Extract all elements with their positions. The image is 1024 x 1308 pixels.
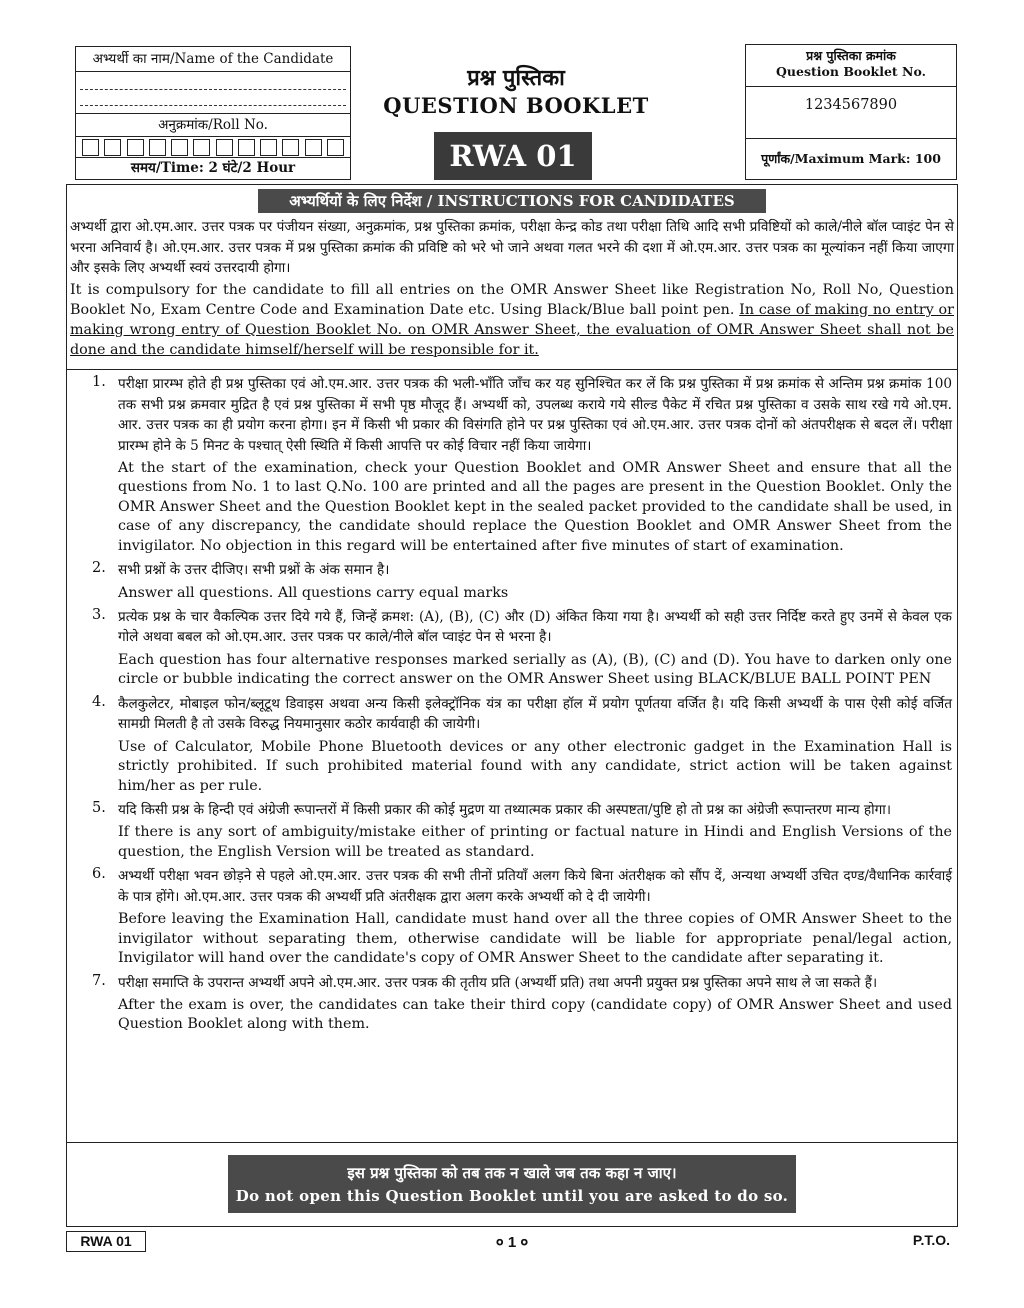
roll-digit-box[interactable] [82,139,99,156]
booklet-number-label-hindi: प्रश्न पुस्तिका क्रमांक [806,48,896,63]
item-text-hindi: परीक्षा प्रारम्भ होते ही प्रश्न पुस्तिका एवं ओ.एम.आर. उत्तर पत्रक की भली-भाँति जाँच कर यह सुनिश्चित कर लें कि प्रश्न पुस्तिका में प्रश्न क्रमांक से अन्तिम प्रश्न क्रमांक 100 तक सभी प्रश्न क्रमवार मुद्रित है एवं प्रश्न पुस्तिका में सभी पृष्ठ मौजूद हैं। अभ्यर्थी को, उपलब्ध कराये गये सील्ड पैकेट में रचित प्रश्न पुस्तिका व उसके साथ रखे गये ओ.एम. आर. उत्तर पत्रक का ही प्रयोग करना होगा। इन में किसी भी प्रकार की विसंगति होने पर प्रश्न पुस्तिका एवं ओ.एम.आर. उत्तर पत्रक दोनों को अंतपरीक्षक से बदल लें। परीक्षा प्रारम्भ होने के 5 मिनट के पश्चात् ऐसी स्थिति में किसी आपत्ति पर कोई विचार नहीं किया जायेगा। [118,376,952,454]
notice-english: Do not open this Question Booklet until you are asked to do so. [235,1187,789,1205]
instructions-title: अभ्यर्थियों के लिए निर्देश / INSTRUCTIONS FOR CANDIDATES [258,189,766,213]
item-number: 6. [92,866,106,883]
item-number: 1. [92,374,106,390]
item-text-hindi: कैलकुलेटर, मोबाइल फोन/ब्लूटूथ डिवाइस अथवा अन्य किसी इलेक्ट्रॉनिक यंत्र का परीक्षा हॉल में प्रयोग पूर्णतया वर्जित है। यदि किसी अभ्यर्थी के पास ऐसी कोई वर्जित सामग्री मिलती है तो उसके विरुद्ध नियमानुसार कठोर कार्यवाही की जायेगी। [118,695,952,733]
item-text-hindi: प्रत्येक प्रश्न के चार वैकल्पिक उत्तर दिये गये हैं, जिन्हें क्रमश: (A), (B), (C) और (D) अंकित किया गया है। अभ्यर्थी को सही उत्तर निर्दिष्ट करते हुए उनमें से केवल एक गोले अथवा बबल को ओ.एम.आर. उत्तर पत्रक पर काले/नीले बॉल प्वाइंट पेन से भरना है। [118,608,952,646]
instructions-intro [70,217,954,361]
roll-digit-box[interactable] [127,139,144,156]
booklet-number-box [745,44,957,180]
item-number: 3. [92,606,106,623]
divider-bottom [66,1142,958,1143]
roll-digit-box[interactable] [260,139,277,156]
do-not-open-notice [228,1155,796,1213]
roll-digit-box[interactable] [104,139,121,156]
candidate-info-box [75,46,351,180]
item-text-hindi: यदि किसी प्रश्न के हिन्दी एवं अंग्रेजी रूपान्तरों में किसी प्रकार की कोई मुद्रण या तथ्यात्मक प्रकार की अस्पष्टता/पुष्टि हो तो प्रश्न का अंग्रेजी रूपान्तरण मान्य होगा। [118,801,891,818]
roll-no-label: अनुक्रमांक/Roll No. [76,113,350,137]
list-item [90,694,952,796]
roll-digit-box[interactable] [171,139,188,156]
list-item [90,973,952,1035]
item-text-english: Use of Calculator, Mobile Phone Bluetooth devices or any other electronic gadget in the Examination Hall is strictly prohibited. If such prohibited material found with any candidate, strict action will be taken against him/her as per rule. [118,738,952,794]
item-text-english: After the exam is over, the candidates can take their third copy (candidate copy) of OMR Answer Sheet and used Question Booklet along with them. [118,997,952,1033]
booklet-title-hindi: प्रश्न पुस्तिका [467,65,565,91]
roll-digit-box[interactable] [305,139,322,156]
page-number: ० 1 ० [495,1234,529,1251]
item-text-english: Before leaving the Examination Hall, candidate must hand over all the three copies of OMR Answer Sheet to the invigilator without separating them, otherwise candidate will be liable for appropriate penal/legal action, Invigilator will hand over the candidate's copy of OMR Answer Sheet to the candidate after separating it. [118,911,952,967]
divider [66,369,958,370]
item-text-hindi: अभ्यर्थी परीक्षा भवन छोड़ने से पहले ओ.एम.आर. उत्तर पत्रक की सभी तीनों प्रतियाँ अलग किये बिना अंतरीक्षक को सौंप दें, अन्यथा अभ्यर्थी उचित दण्ड/वैधानिक कार्रवाई के पात्र होंगे। ओ.एम.आर. उत्तर पत्रक की अभ्यर्थी प्रति अंतरीक्षक द्वारा अलग करके अभ्यर्थी को दे दी जायेगी। [118,868,952,905]
booklet-title-english: QUESTION BOOKLET [383,93,649,118]
roll-digit-box[interactable] [216,139,233,156]
item-text-hindi: परीक्षा समाप्ति के उपरान्त अभ्यर्थी अपने ओ.एम.आर. उत्तर पत्रक की तृतीय प्रति (अभ्यर्थी प्रति) तथा अपनी प्रयुक्त प्रश्न पुस्तिका अपने साथ ले जा सकते हैं। [118,974,878,991]
list-item [90,374,952,556]
roll-digit-box[interactable] [149,139,166,156]
roll-digit-box[interactable] [327,139,344,156]
item-number: 7. [92,972,106,989]
notice-hindi: इस प्रश्न पुस्तिका को तब तक न खाले जब तक कहा न जाए। [347,1164,677,1182]
intro-english-underlined: In case of making no entry or making wrong entry of Question Booklet No. on OMR Answer Sheet, the evaluation of OMR Answer Sheet shall not be done and the candidate himself/herself will be responsible for it. [70,301,954,358]
intro-hindi: अभ्यर्थी द्वारा ओ.एम.आर. उत्तर पत्रक पर पंजीयन संख्या, अनुक्रमांक, प्रश्न पुस्तिका क्रमांक, परीक्षा केन्द्र कोड तथा परीक्षा तिथि आदि सभी प्रविष्टियों को काले/नीले बॉल प्वाइंट पेन से भरना अनिवार्य है। ओ.एम.आर. उत्तर पत्रक में प्रश्न पुस्तिका क्रमांक की प्रविष्टि को भरे भो जाने अथवा गलत भरने की दशा में ओ.एम.आर. उत्तर पत्रक का मूल्यांकन नहीं किया जाएगा और इसके लिए अभ्यर्थी स्वयं उत्तरदायी होगा। [70,219,954,277]
time-label: समय/Time: 2 घंटे/2 Hour [76,157,350,179]
roll-digit-box[interactable] [193,139,210,156]
item-number: 2. [92,560,106,577]
roll-no-boxes [82,137,344,159]
candidate-name-line-2[interactable] [80,105,346,106]
candidate-name-line[interactable] [80,89,346,90]
series-code-badge: RWA 01 [434,132,592,180]
maximum-mark-label: पूर्णांक/Maximum Mark: 100 [746,138,956,179]
list-item [90,607,952,690]
instruction-list [90,374,952,1039]
item-number: 5. [92,799,106,816]
booklet-number-value: 1234567890 [804,97,898,113]
item-text-english: If there is any sort of ambiguity/mistake either of printing or factual nature in Hindi and English Versions of the question, the English Version will be treated as standard. [118,824,952,860]
booklet-number-label-english: Question Booklet No. [776,64,926,79]
item-text-english: Each question has four alternative responses marked serially as (A), (B), (C) and (D). You have to darken only one circle or bubble indicating the correct answer on the OMR Answer Sheet using BLACK/BLUE BALL POINT PEN [118,651,952,688]
booklet-number-header [746,45,956,87]
list-item [90,866,952,968]
item-number: 4. [92,693,106,710]
item-text-english: Answer all questions. All questions carry equal marks [118,584,509,601]
list-item [90,560,952,603]
item-text-english: At the start of the examination, check your Question Booklet and OMR Answer Sheet and ensure that all the questions from No. 1 to last Q.No. 100 are printed and all the pages are present in the Question Booklet. Only the OMR Answer Sheet and the Question Booklet kept in the sealed packet provided to the candidate shall be used, in case of any discrepancy, the candidate should replace the Question Booklet and OMR Answer Sheet from the invigilator. No objection in this regard will be entertained after five minutes of start of examination. [118,460,952,554]
intro-english-text: It is compulsory for the candidate to fill all entries on the OMR Answer Sheet like Registration No, Roll No, Question Booklet No, Exam Centre Code and Examination Date etc. Using Black/Blue ball point pen. [70,281,954,318]
roll-digit-box[interactable] [238,139,255,156]
item-text-hindi: सभी प्रश्नों के उत्तर दीजिए। सभी प्रश्नों के अंक समान है। [118,562,390,579]
list-item [90,800,952,862]
pto-label: P.T.O. [912,1232,950,1248]
intro-english [70,280,954,360]
footer-series-code: RWA 01 [66,1231,146,1252]
candidate-name-label: अभ्यर्थी का नाम/Name of the Candidate [76,47,350,72]
roll-digit-box[interactable] [282,139,299,156]
